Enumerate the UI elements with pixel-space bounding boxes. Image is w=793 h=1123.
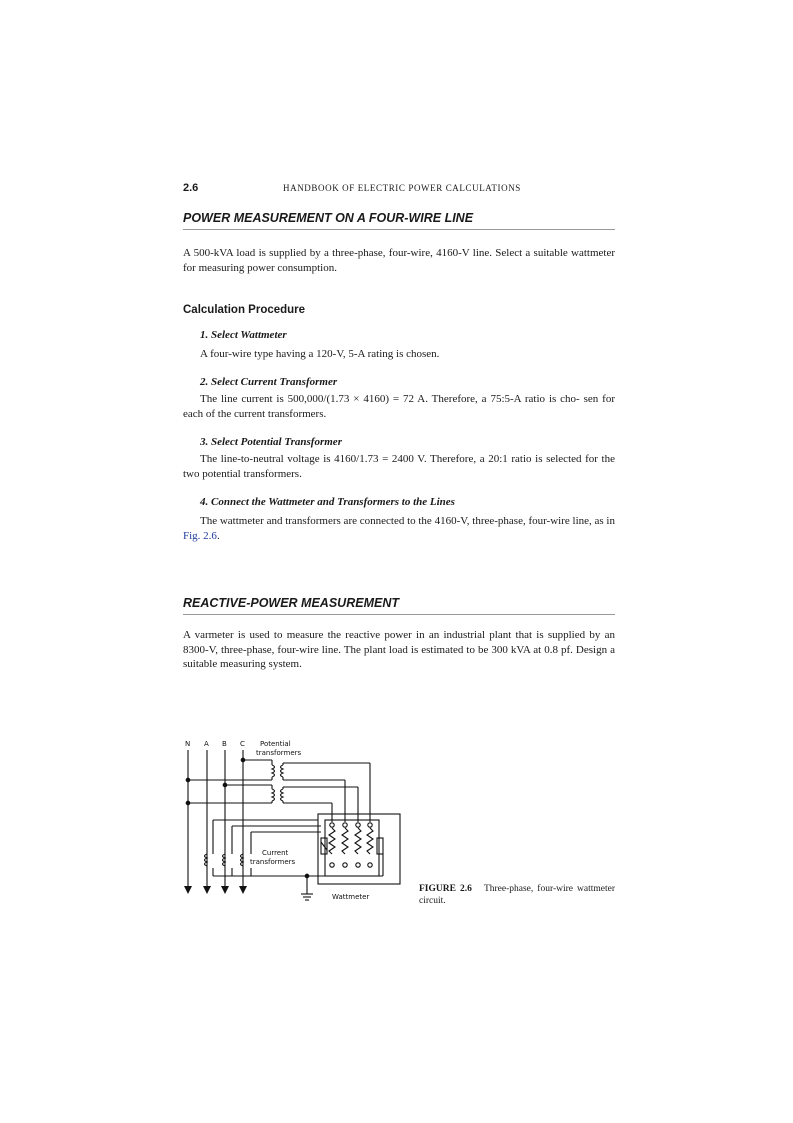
section1-intro: A 500-kVA load is supplied by a three-phase, four-wire, 4160-V line. Select a suitable wattmeter for measuring power consumption.	[183, 247, 615, 274]
section2-intro: A varmeter is used to measure the reactive power in an industrial plant that is supplied by an 8300-V, three-phase, four-wire line. The plant load is estimated to be 300 kVA at 0.8 pf. Design a suitable measuring system.	[183, 629, 615, 670]
figure-caption-label: FIGURE 2.6	[419, 884, 472, 894]
running-head	[183, 182, 615, 196]
wattmeter-label: Wattmeter	[332, 893, 370, 901]
pt-label-line1: Potential	[260, 740, 291, 748]
figure-link[interactable]: Fig. 2.6	[183, 529, 217, 542]
step4-title: 4. Connect the Wattmeter and Transformers to the Lines	[200, 496, 455, 508]
page-number: 2.6	[183, 182, 199, 194]
step3-text: The line-to-neutral voltage is 4160/1.73 = 2400 V. Therefore, a 20:1 ratio is selected for the two potential transformers.	[183, 453, 615, 480]
line-label-b: B	[222, 740, 227, 748]
ct-label-line1: Current	[262, 849, 289, 857]
book-title: HANDBOOK OF ELECTRIC POWER CALCULATIONS	[283, 183, 521, 193]
section-title-reactive-power: REACTIVE-POWER MEASUREMENT	[183, 596, 615, 615]
line-label-a: A	[204, 740, 209, 748]
step4-text: The wattmeter and transformers are connected to the 4160-V, three-phase, four-wire line, as in Fig. 2.6.	[183, 515, 615, 542]
step1-text: A four-wire type having a 120-V, 5-A rating is chosen.	[200, 348, 440, 360]
line-label-n: N	[185, 740, 191, 748]
ct-label-line2: transformers	[250, 858, 296, 866]
wattmeter-circuit-diagram	[180, 736, 410, 906]
section-title-power-measurement: POWER MEASUREMENT ON A FOUR-WIRE LINE	[183, 211, 615, 230]
procedure-heading: Calculation Procedure	[183, 304, 306, 316]
figure-caption-text: Three-phase, four-wire wattmeter circuit.	[419, 884, 615, 906]
step2-title: 2. Select Current Transformer	[200, 376, 338, 388]
step1-title: 1. Select Wattmeter	[200, 329, 287, 341]
figure-caption	[419, 883, 615, 907]
step3-title: 3. Select Potential Transformer	[200, 436, 342, 448]
line-label-c: C	[240, 740, 245, 748]
pt-label-line2: transformers	[256, 749, 302, 757]
step2-text: The line current is 500,000/(1.73 × 4160) = 72 A. Therefore, a 75:5-A ratio is cho- sen for each of the current transformers.	[183, 393, 615, 420]
